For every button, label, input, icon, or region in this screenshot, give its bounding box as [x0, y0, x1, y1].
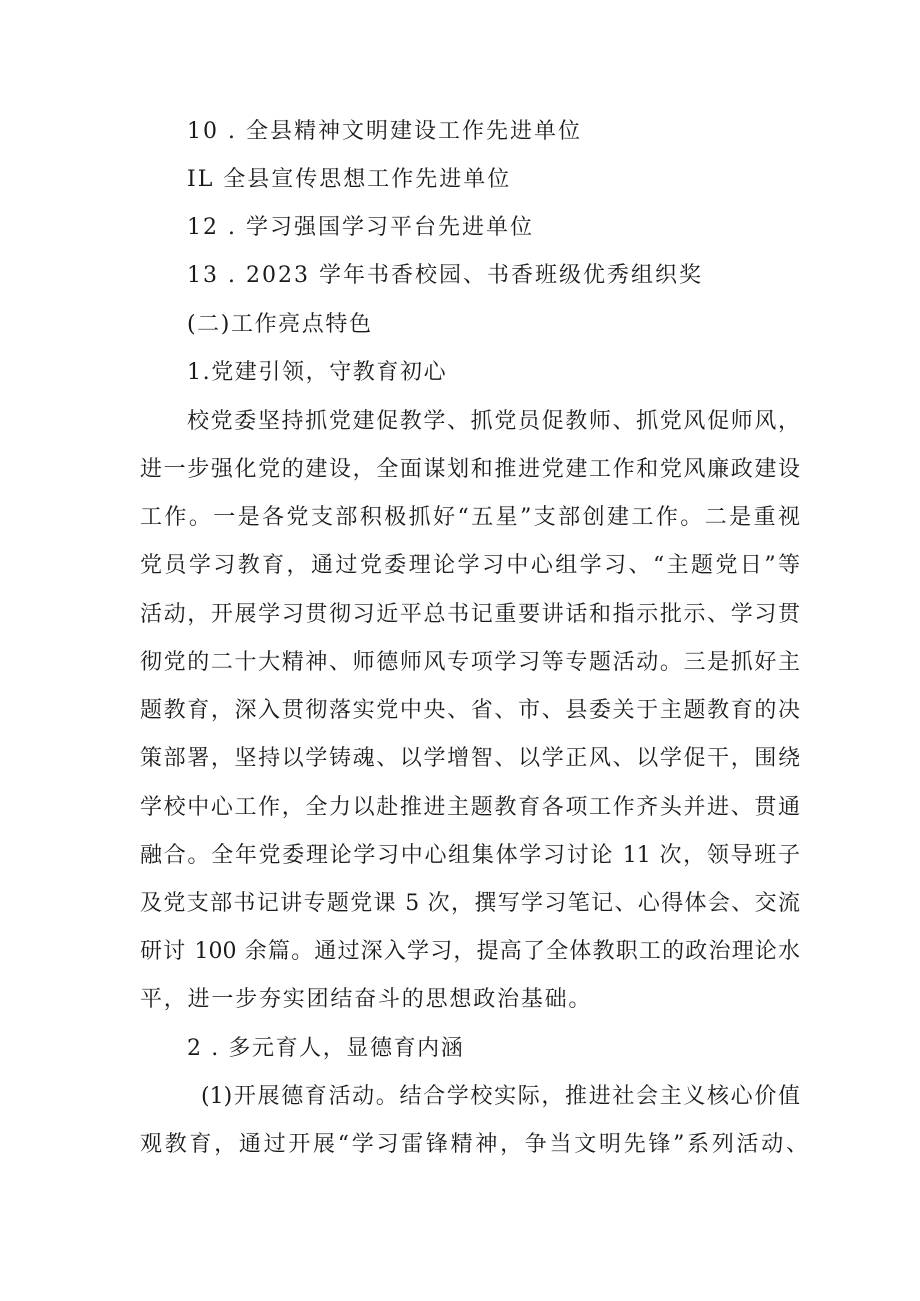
paragraph-1-line: 融合。全年党委理论学习中心组集体学习讨论 11 次，领导班子	[140, 843, 800, 868]
award-list-item-12: 12 . 学习强国学习平台先进单位	[187, 215, 534, 240]
subsection-2-title: 2 . 多元育人，显德育内涵	[187, 1036, 465, 1061]
paragraph-1-line: 党员学习教育，通过党委理论学习中心组学习、“主题党日”等	[140, 553, 800, 578]
award-list-item-10: 10 . 全县精神文明建设工作先进单位	[187, 119, 582, 144]
paragraph-1-line: 平，进一步夯实团结奋斗的思想政治基础。	[140, 987, 593, 1012]
paragraph-1-line: 活动，开展学习贯彻习近平总书记重要讲话和指示批示、学习贯	[140, 602, 800, 627]
paragraph-2-line: 观教育，通过开展“学习雷锋精神，争当文明先锋”系列活动、	[140, 1132, 808, 1157]
paragraph-1-line: 研讨 100 余篇。通过深入学习，提高了全体教职工的政治理论水	[140, 939, 800, 964]
award-list-item-13: 13 . 2023 学年书香校园、书香班级优秀组织奖	[187, 263, 703, 288]
paragraph-1-line: 策部署，坚持以学铸魂、以学增智、以学正风、以学促干，围绕	[140, 746, 800, 771]
paragraph-2-line: (1)开展德育活动。结合学校实际，推进社会主义核心价值	[201, 1084, 800, 1109]
paragraph-1-line: 工作。一是各党支部积极抓好“五星”支部创建工作。二是重视	[140, 505, 800, 530]
paragraph-1-line: 彻党的二十大精神、师德师风专项学习等专题活动。三是抓好主	[140, 650, 800, 675]
paragraph-1-line: 题教育，深入贯彻落实党中央、省、市、县委关于主题教育的决	[140, 698, 800, 723]
section-heading: (二)工作亮点特色	[187, 312, 373, 337]
paragraph-1-line: 学校中心工作，全力以赴推进主题教育各项工作齐头并进、贯通	[140, 795, 800, 820]
paragraph-1-line: 校党委坚持抓党建促教学、抓党员促教师、抓党风促师风，	[187, 409, 800, 434]
paragraph-1-line: 进一步强化党的建设，全面谋划和推进党建工作和党风廉政建设	[140, 457, 800, 482]
award-list-item-11: IL 全县宣传思想工作先进单位	[187, 167, 512, 192]
subsection-1-title: 1.党建引领，守教育初心	[187, 360, 448, 385]
paragraph-1-line: 及党支部书记讲专题党课 5 次，撰写学习笔记、心得体会、交流	[140, 891, 800, 916]
